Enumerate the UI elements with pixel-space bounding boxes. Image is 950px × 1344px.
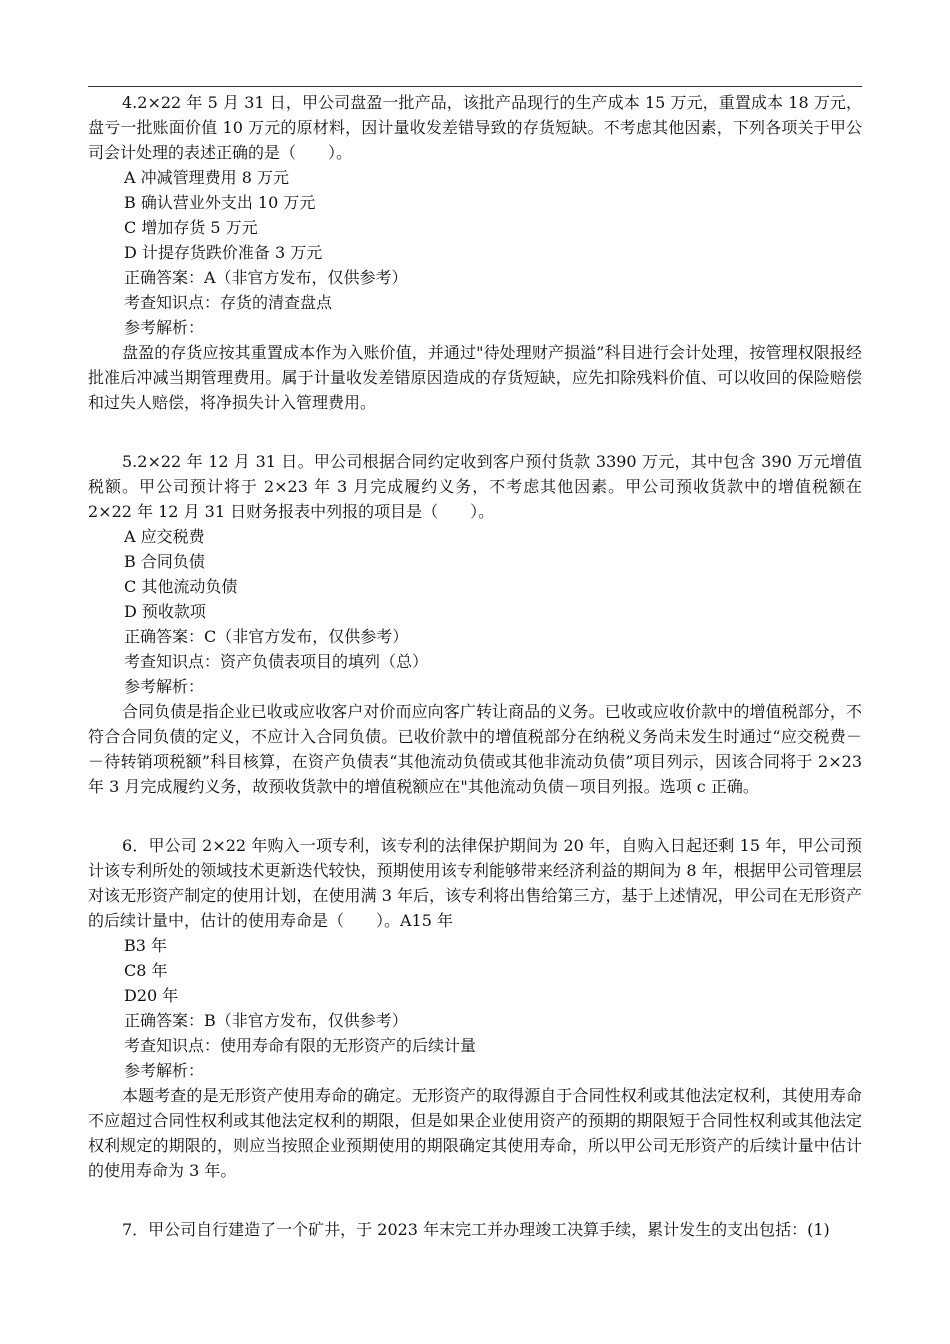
analysis-label: 参考解析： xyxy=(124,1061,205,1080)
option-a: A 应交税费 xyxy=(124,527,205,546)
question-stem: 7．甲公司自行建造了一个矿井，于 2023 年末完工并办理竣工决算手续，累计发生的支出包括：(1) xyxy=(122,1220,830,1239)
question-stem: 6．甲公司 2×22 年购入一项专利，该专利的法律保护期间为 20 年，自购入日起还剩 15 年，甲公司预计该专利所处的领域技术更新迭代较快，预期使用该专利能够带来经济利益的期间为 8 年，根据甲公司管理层对该无形资产制定的使用计划，在使用满 3 年后，该专利将出售给第三方，基于上述情况，甲公司在无形资产的后续计量中，估计的使用寿命是（ ）。A15 年 xyxy=(88,836,862,930)
correct-answer: 正确答案：C（非官方发布，仅供参考） xyxy=(124,627,409,646)
analysis-label: 参考解析： xyxy=(124,677,205,696)
knowledge-point: 考查知识点：资产负债表项目的填列（总） xyxy=(124,652,429,671)
option-b: B 合同负债 xyxy=(124,552,205,571)
analysis-text: 合同负债是指企业已收或应收客户对价而应向客广转让商品的义务。已收或应收价款中的增值税部分，不符合合同负债的定义，不应计入合同负债。已收价款中的增值税部分在纳税义务尚未发生时通过“应交税费－－待转销项税额”科目核算，在资产负债表“其他流动负债或其他非流动负债”项目列示，因该合同将于 2×23 年 3 月完成履约义务，故预收货款中的增值税额应在"其他流动负债－项目列报。选项 c 正确。 xyxy=(88,702,862,796)
document-body xyxy=(88,90,862,1276)
analysis-text: 本题考查的是无形资产使用寿命的确定。无形资产的取得源自于合同性权利或其他法定权利，其使用寿命不应超过合同性权利或其他法定权利的期限，但是如果企业使用资产的预期的期限短于合同性权利或其他法定权利规定的期限的，则应当按照企业预期使用的期限确定其使用寿命，所以甲公司无形资产的后续计量中估计的使用寿命为 3 年。 xyxy=(88,1086,862,1180)
option-d: D20 年 xyxy=(124,986,179,1005)
option-d: D 预收款项 xyxy=(124,602,206,621)
question-5 xyxy=(88,449,862,799)
option-b: B 确认营业外支出 10 万元 xyxy=(124,193,316,212)
correct-answer: 正确答案：A（非官方发布，仅供参考） xyxy=(124,268,408,287)
option-c: C 其他流动负债 xyxy=(124,577,238,596)
analysis-label: 参考解析： xyxy=(124,318,205,337)
header-rule xyxy=(88,86,862,87)
knowledge-point: 考查知识点：存货的清查盘点 xyxy=(124,293,333,312)
option-b: B3 年 xyxy=(124,936,168,955)
correct-answer: 正确答案：B（非官方发布，仅供参考） xyxy=(124,1011,408,1030)
question-stem: 4.2×22 年 5 月 31 日，甲公司盘盈一批产品，该批产品现行的生产成本 15 万元，重置成本 18 万元，盘亏一批账面价值 10 万元的原材料，因计量收发差错导致的存货短缺。不考虑其他因素，下列各项关于甲公司会计处理的表述正确的是（ ）。 xyxy=(88,93,862,162)
option-d: D 计提存货跌价准备 3 万元 xyxy=(124,243,323,262)
question-4 xyxy=(88,90,862,415)
option-c: C8 年 xyxy=(124,961,168,980)
question-stem: 5.2×22 年 12 月 31 日。甲公司根据合同约定收到客户预付货款 3390 万元，其中包含 390 万元增值税额。甲公司预计将于 2×23 年 3 月完成履约义务，不考虑其他因素。甲公司预收货款中的增值税额在 2×22 年 12 月 31 日财务报表中列报的项目是（ ）。 xyxy=(88,452,862,521)
option-c: C 增加存货 5 万元 xyxy=(124,218,258,237)
question-6 xyxy=(88,833,862,1183)
knowledge-point: 考查知识点：使用寿命有限的无形资产的后续计量 xyxy=(124,1036,477,1055)
analysis-text: 盘盈的存货应按其重置成本作为入账价值，并通过"待处理财产损溢”科目进行会计处理，按管理权限报经批准后冲减当期管理费用。属于计量收发差错原因造成的存货短缺，应先扣除残料价值、可以收回的保险赔偿和过失人赔偿，将净损失计入管理费用。 xyxy=(88,343,862,412)
option-a: A 冲减管理费用 8 万元 xyxy=(124,168,289,187)
question-7 xyxy=(88,1217,862,1242)
